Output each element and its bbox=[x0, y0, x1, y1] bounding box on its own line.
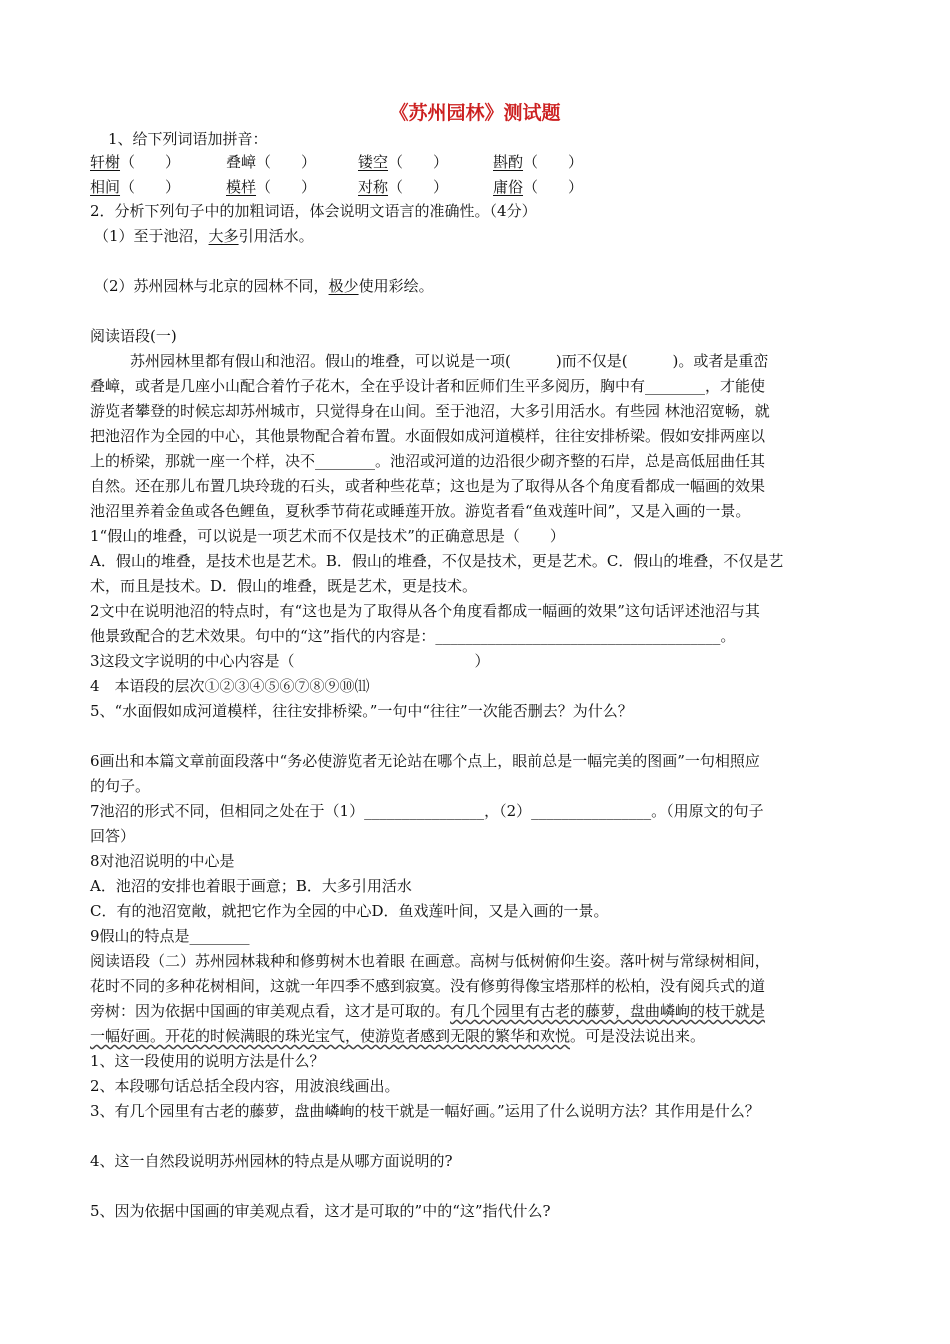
pinyin-word: 镂空 bbox=[358, 153, 389, 171]
q2-heading: 2．分析下列句子中的加粗词语，体会说明文语言的准确性。（4分） bbox=[90, 202, 537, 220]
page-title: 《苏州园林》测试题 bbox=[389, 102, 561, 124]
pinyin-word: 对称 bbox=[358, 178, 389, 196]
reading-1-line: 池沼里养着金鱼或各色鲤鱼，夏秋季节荷花或睡莲开放。游览者看“鱼戏莲叶间”，又是入画的一景。 bbox=[90, 502, 751, 520]
reading-1-option: A．池沼的安排也着眼于画意；B．大多引用活水 bbox=[90, 877, 412, 895]
reading-2-line: 花时不同的多种花树相间，这就一年四季不感到寂寞。没有修剪得像宝塔那样的松柏，没有阅兵式的道 bbox=[90, 977, 766, 995]
key-word: 极少 bbox=[328, 277, 359, 295]
pinyin-blank: （ ） bbox=[120, 153, 181, 171]
reading-2-line: 一幅好画。开花的时候满眼的珠光宝气，使游览者感到无限的繁华和欢悦。可是没法说出来。 bbox=[90, 1027, 706, 1045]
reading-1-line: 上的桥梁，那就一座一个样，决不________。池沼或河道的边沿很少砌齐整的石岸，总是高低屈曲任其 bbox=[90, 452, 766, 470]
q1-heading: 1、给下列词语加拼音： bbox=[108, 130, 268, 148]
pinyin-word: 模样 bbox=[226, 178, 257, 196]
pinyin-word: 叠嶂 bbox=[226, 153, 257, 171]
reading-1-line: 苏州园林里都有假山和池沼。假山的堆叠，可以说是一项( )而不仅是( )。或者是重峦 bbox=[130, 352, 769, 370]
reading-1-question: 回答） bbox=[90, 827, 136, 845]
reading-1-question: 2文中在说明池沼的特点时，有“这也是为了取得从各个角度看都成一幅画的效果”这句话评述池沼与其 bbox=[90, 602, 760, 620]
reading-2-question: 5、因为依据中国画的审美观点看，这才是可取的”中的“这”指代什么? bbox=[90, 1202, 551, 1220]
reading-1-question: 1“假山的堆叠，可以说是一项艺术而不仅是技术”的正确意思是（ ） bbox=[90, 527, 565, 545]
pinyin-word: 轩榭 bbox=[90, 153, 121, 171]
key-word: 大多 bbox=[208, 227, 239, 245]
reading-2-question: 1、这一段使用的说明方法是什么？ bbox=[90, 1052, 325, 1070]
pinyin-blank: （ ） bbox=[120, 178, 181, 196]
reading-1-option: A．假山的堆叠，是技术也是艺术。B．假山的堆叠，不仅是技术，更是艺术。C．假山的堆叠，不仅是艺 bbox=[90, 552, 784, 570]
reading-1-question: 7池沼的形式不同，但相同之处在于（1）________________，（2）________________。（用原文的句子 bbox=[90, 802, 764, 820]
pinyin-word: 斟酌 bbox=[493, 153, 524, 171]
reading-1-question: 的句子。 bbox=[90, 777, 151, 795]
reading-1-line: 游览者攀登的时候忘却苏州城市，只觉得身在山间。至于池沼，大多引用活水。有些园 林池沼宽畅，就 bbox=[90, 402, 770, 420]
reading-1-question: 5、“水面假如成河道模样，往往安排桥梁。”一句中“往往”一次能否删去？为什么？ bbox=[90, 702, 633, 720]
reading-2-line: 旁树：因为依据中国画的审美观点看，这才是可取的。有几个园里有古老的藤萝，盘曲嶙峋的枝干就是 bbox=[90, 1002, 766, 1020]
pinyin-blank: （ ） bbox=[388, 153, 449, 171]
reading-2-line: 阅读语段（二）苏州园林栽种和修剪树木也着眼 在画意。高树与低树俯仰生姿。落叶树与常绿树相间， bbox=[90, 952, 770, 970]
reading-2-question: 3、有几个园里有古老的藤萝，盘曲嶙峋的枝干就是一幅好画。”运用了什么说明方法？其作用是什么？ bbox=[90, 1102, 760, 1120]
reading-1-line: 把池沼作为全园的中心，其他景物配合着布置。水面假如成河道模样，往往安排桥梁。假如安排两座以 bbox=[90, 427, 766, 445]
q2-sentence-2: （2）苏州园林与北京的园林不同，极少使用彩绘。 bbox=[94, 277, 434, 295]
reading-2-question: 4、这一自然段说明苏州园林的特点是从哪方面说明的? bbox=[90, 1152, 453, 1170]
reading-1-question: 他景致配合的艺术效果。句中的“这”指代的内容是：______________________________________。 bbox=[90, 627, 736, 645]
pinyin-blank: （ ） bbox=[256, 178, 317, 196]
reading-1-option: 术，而且是技术。D．假山的堆叠，既是艺术，更是技术。 bbox=[90, 577, 478, 595]
pinyin-word: 庸俗 bbox=[493, 178, 524, 196]
pinyin-blank: （ ） bbox=[256, 153, 317, 171]
pinyin-word: 相间 bbox=[90, 178, 121, 196]
reading-1-line: 叠嶂，或者是几座小山配合着竹子花木，全在乎设计者和匠师们生平多阅历，胸中有________，才能使 bbox=[90, 377, 766, 395]
marked-sentence: 有几个园里有古老的藤萝，盘曲嶙峋的枝干就是 bbox=[450, 1002, 766, 1020]
reading-1-question: 4 本语段的层次①②③④⑤⑥⑦⑧⑨⑩⑾ bbox=[90, 677, 370, 695]
pinyin-blank: （ ） bbox=[388, 178, 449, 196]
pinyin-blank: （ ） bbox=[523, 178, 584, 196]
pinyin-blank: （ ） bbox=[523, 153, 584, 171]
reading-2-question: 2、本段哪句话总括全段内容，用波浪线画出。 bbox=[90, 1077, 400, 1095]
reading-1-question: 8对池沼说明的中心是 bbox=[90, 852, 235, 870]
reading-1-label: 阅读语段(一) bbox=[90, 327, 177, 345]
q2-sentence-1: （1）至于池沼，大多引用活水。 bbox=[94, 227, 314, 245]
reading-1-line: 自然。还在那儿布置几块玲珑的石头，或者种些花草；这也是为了取得从各个角度看都成一幅画的效果 bbox=[90, 477, 766, 495]
reading-1-question: 3这段文字说明的中心内容是（ ） bbox=[90, 652, 490, 670]
reading-1-question: 6画出和本篇文章前面段落中“务必使游览者无论站在哪个点上，眼前总是一幅完美的图画”一句相照应 bbox=[90, 752, 760, 770]
reading-1-question: 9假山的特点是________ bbox=[90, 927, 250, 945]
marked-sentence: 一幅好画。开花的时候满眼的珠光宝气，使游览者感到无限的繁华和欢悦 bbox=[90, 1027, 571, 1045]
reading-1-option: C．有的池沼宽敞，就把它作为全园的中心D．鱼戏莲叶间，又是入画的一景。 bbox=[90, 902, 609, 920]
